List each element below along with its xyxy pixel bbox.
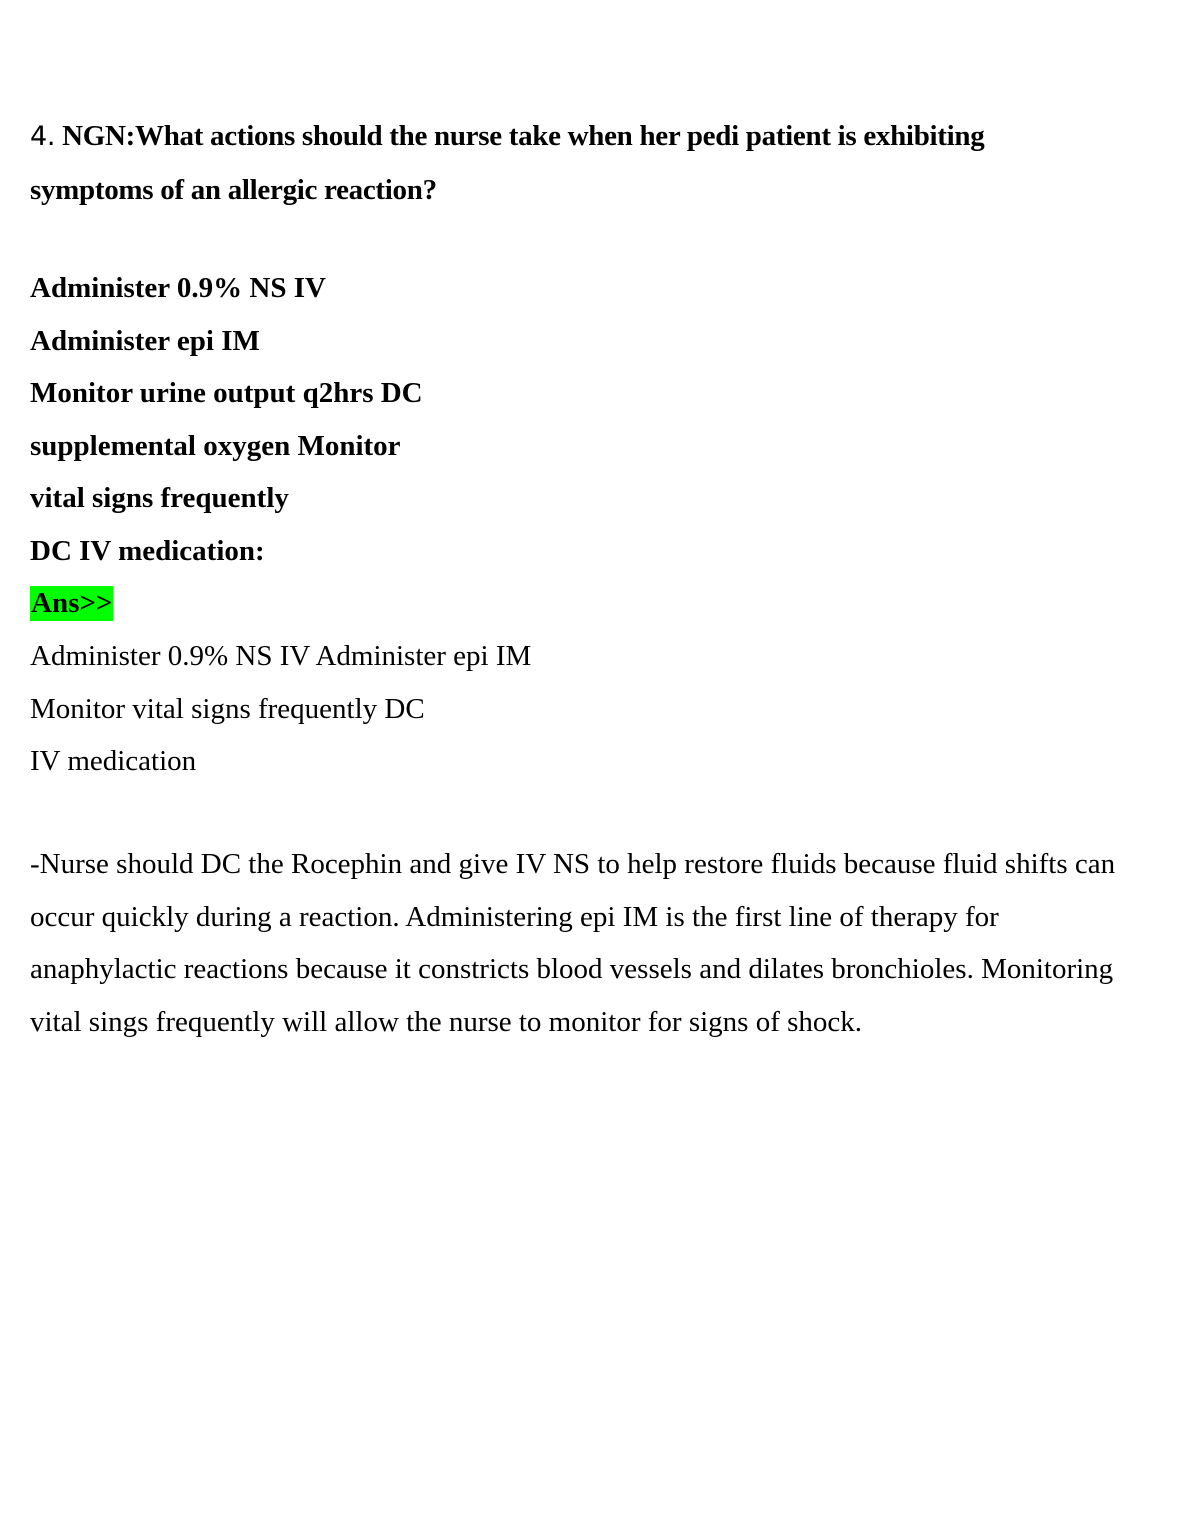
- answer-options: [30, 262, 1160, 577]
- answer-label-highlight: Ans>>: [31, 587, 113, 619]
- rationale-line: -Nurse should DC the Rocephin and give IV NS to help restore fluids because fluid shifts can: [30, 848, 1116, 880]
- rationale-paragraph: [30, 838, 1160, 1048]
- option-line: Administer 0.9% NS IV: [30, 272, 326, 304]
- rationale-line: occur quickly during a reaction. Administering epi IM is the first line of therapy for: [30, 900, 999, 933]
- rationale-line: anaphylactic reactions because it constricts blood vessels and dilates bronchioles. Monitoring: [30, 953, 1114, 985]
- option-line: Administer epi IM: [30, 324, 260, 357]
- question-line-1: [30, 110, 1160, 164]
- question-number: 4.: [30, 121, 56, 152]
- answer-line: Administer 0.9% NS IV Administer epi IM: [30, 640, 532, 672]
- question-text-2: symptoms of an allergic reaction?: [30, 173, 437, 206]
- option-line: Monitor urine output q2hrs DC: [30, 377, 423, 409]
- option-line: vital signs frequently: [30, 482, 289, 514]
- rationale-line: vital sings frequently will allow the nurse to monitor for signs of shock.: [30, 1005, 863, 1038]
- option-line: supplemental oxygen Monitor: [30, 429, 401, 462]
- option-line: DC IV medication:: [30, 534, 265, 567]
- answer-line: IV medication: [30, 745, 197, 777]
- question-text-1: NGN:What actions should the nurse take when her pedi patient is exhibiting: [62, 120, 985, 152]
- answer-text: [30, 630, 1160, 788]
- answer-line: Monitor vital signs frequently DC: [30, 692, 425, 725]
- question-heading: [30, 110, 1160, 216]
